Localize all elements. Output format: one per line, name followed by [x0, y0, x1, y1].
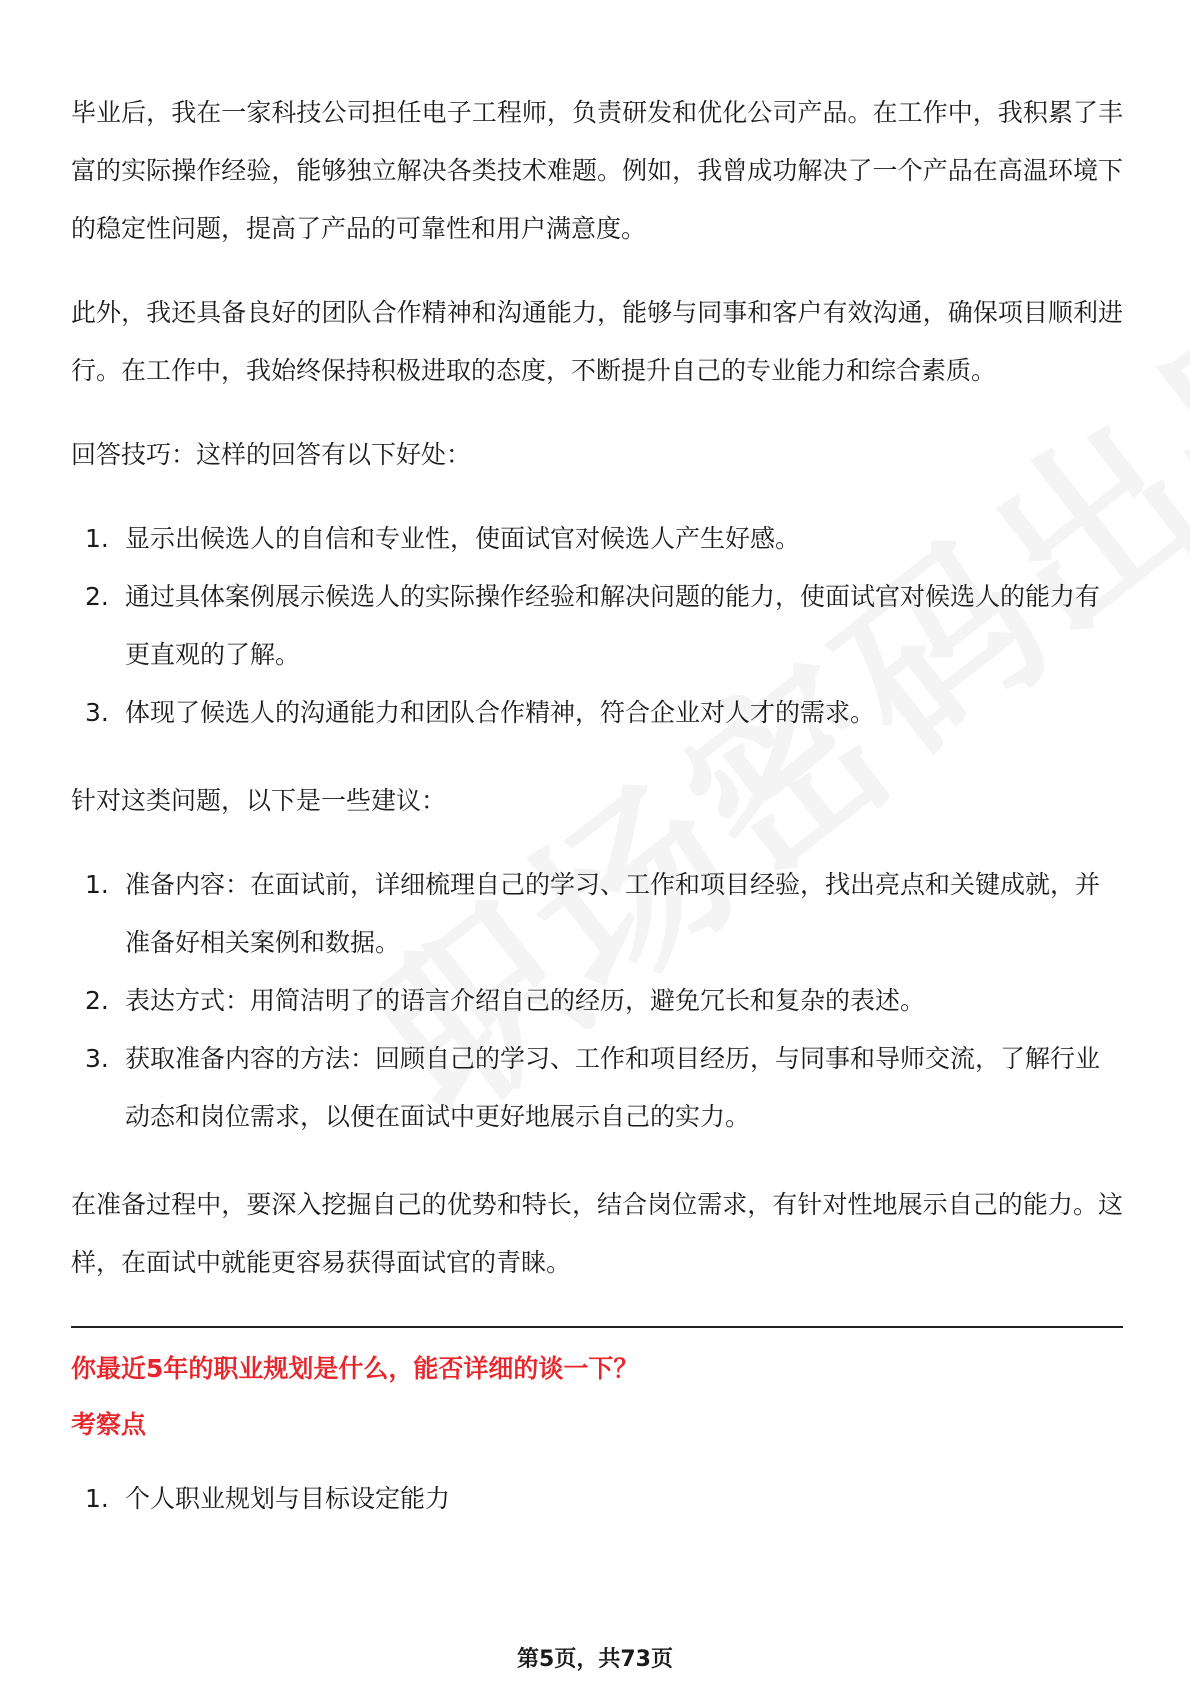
- list-number: 1.: [85, 524, 109, 553]
- document-body: [71, 84, 1123, 1558]
- paragraph-answer-tips: 回答技巧：这样的回答有以下好处：: [71, 440, 472, 469]
- list-item: [71, 972, 1123, 1030]
- section-divider: [71, 1326, 1123, 1328]
- question-title: 你最近5年的职业规划是什么，能否详细的谈一下？: [71, 1354, 639, 1383]
- list-text: 体现了候选人的沟通能力和团队合作精神，符合企业对人才的需求。: [125, 698, 876, 727]
- page-footer: 第5页，共73页: [517, 1647, 673, 1672]
- list-number: 1.: [85, 870, 109, 899]
- list-number: 3.: [85, 1044, 109, 1073]
- list-number: 3.: [85, 698, 109, 727]
- list-text: 个人职业规划与目标设定能力: [125, 1484, 451, 1513]
- list-number: 1.: [85, 1484, 109, 1513]
- list-text: 通过具体案例展示候选人的实际操作经验和解决问题的能力，使面试官对候选人的能力有更直观的了解。: [125, 582, 1101, 669]
- list-number: 2.: [85, 582, 109, 611]
- assessment-points-list: [71, 1470, 1123, 1528]
- list-text: 显示出候选人的自信和专业性，使面试官对候选人产生好感。: [125, 524, 801, 553]
- paragraph-teamwork: 此外，我还具备良好的团队合作精神和沟通能力，能够与同事和客户有效沟通，确保项目顺利进行。在工作中，我始终保持积极进取的态度，不断提升自己的专业能力和综合素质。: [71, 298, 1123, 385]
- paragraph-advice-intro: 针对这类问题，以下是一些建议：: [71, 786, 447, 815]
- list-item: [71, 1470, 1123, 1528]
- list-text: 获取准备内容的方法：回顾自己的学习、工作和项目经历，与同事和导师交流，了解行业动态和岗位需求，以便在面试中更好地展示自己的实力。: [125, 1044, 1101, 1131]
- list-item: [71, 684, 1123, 742]
- list-item: [71, 568, 1123, 684]
- benefits-list: [71, 510, 1123, 742]
- list-text: 表达方式：用简洁明了的语言介绍自己的经历，避免冗长和复杂的表述。: [125, 986, 926, 1015]
- list-item: [71, 1030, 1123, 1146]
- question-subtitle: 考察点: [71, 1410, 147, 1439]
- list-number: 2.: [85, 986, 109, 1015]
- advice-list: [71, 856, 1123, 1146]
- list-item: [71, 856, 1123, 972]
- list-item: [71, 510, 1123, 568]
- paragraph-experience: 毕业后，我在一家科技公司担任电子工程师，负责研发和优化公司产品。在工作中，我积累了丰富的实际操作经验，能够独立解决各类技术难题。例如，我曾成功解决了一个产品在高温环境下的稳定性问题，提高了产品的可靠性和用户满意度。: [71, 98, 1123, 243]
- paragraph-conclusion: 在准备过程中，要深入挖掘自己的优势和特长，结合岗位需求，有针对性地展示自己的能力。这样，在面试中就能更容易获得面试官的青睐。: [71, 1190, 1123, 1277]
- list-text: 准备内容：在面试前，详细梳理自己的学习、工作和项目经验，找出亮点和关键成就，并准备好相关案例和数据。: [125, 870, 1101, 957]
